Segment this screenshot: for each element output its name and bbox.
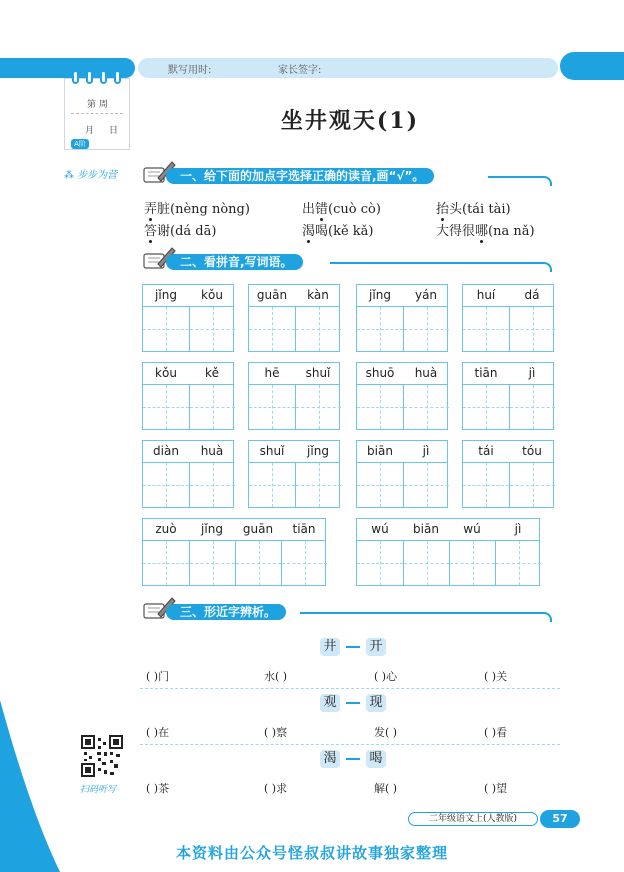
character-b: 现 — [366, 694, 386, 712]
pronunciation-item: 答谢(dá dā) — [144, 220, 216, 239]
slogan: ⁂ 步步为营 — [64, 170, 118, 181]
fill-in-blank[interactable]: ( )心 — [374, 670, 398, 683]
character-a: 观 — [320, 694, 340, 712]
writing-cell[interactable] — [357, 307, 403, 351]
fill-in-blank[interactable]: ( )望 — [484, 782, 508, 795]
writing-cell[interactable] — [295, 307, 341, 351]
writing-box — [356, 284, 448, 352]
pinyin-syllable: huí — [476, 288, 496, 302]
writing-box — [248, 284, 340, 352]
pinyin-syllable: hē — [264, 366, 280, 380]
pinyin-row — [143, 519, 325, 541]
pinyin-syllable: tiān — [292, 522, 316, 536]
date-month: 月 — [85, 126, 95, 136]
parent-sign-label: 家长签字: — [278, 65, 322, 76]
pinyin-syllable: wú — [463, 522, 481, 536]
pinyin-syllable: jǐng — [201, 522, 223, 536]
pinyin-row — [463, 363, 553, 385]
pinyin-row — [463, 285, 553, 307]
pronunciation-item: 出错(cuò cò) — [302, 198, 381, 217]
character-b: 开 — [366, 638, 386, 656]
pinyin-syllable: yán — [414, 288, 438, 302]
fill-in-blank[interactable]: ( )看 — [484, 726, 508, 739]
pinyin-syllable: huà — [414, 366, 438, 380]
writing-cell[interactable] — [463, 463, 509, 507]
pinyin-syllable: jì — [422, 444, 430, 458]
section-1-rule — [488, 176, 552, 186]
character-a: 渴 — [320, 750, 340, 768]
writing-cell[interactable] — [143, 307, 189, 351]
writing-cell[interactable] — [509, 307, 555, 351]
book-name: 二年级语文上(人教版) — [408, 812, 538, 826]
pinyin-row — [143, 363, 233, 385]
writing-cell[interactable] — [143, 385, 189, 429]
character-pair — [320, 694, 390, 712]
pinyin-syllable: guān — [242, 522, 274, 536]
writing-cell[interactable] — [403, 385, 449, 429]
writing-cell[interactable] — [403, 463, 449, 507]
header-band-right — [560, 52, 624, 80]
writing-cell[interactable] — [143, 463, 189, 507]
pinyin-syllable: kàn — [307, 288, 329, 302]
watermark-text: 本资料由公众号怪叔叔讲故事独家整理 — [175, 844, 448, 862]
writing-cell[interactable] — [403, 541, 449, 585]
fill-in-blank[interactable]: ( )求 — [264, 782, 288, 795]
pinyin-row — [357, 441, 447, 463]
pinyin-syllable: jì — [514, 522, 522, 536]
writing-cell[interactable] — [357, 463, 403, 507]
pinyin-row — [249, 285, 339, 307]
ring-icon — [114, 70, 121, 84]
writing-cell[interactable] — [509, 463, 555, 507]
writing-cell[interactable] — [449, 541, 495, 585]
pinyin-syllable: dá — [524, 288, 540, 302]
writing-box — [248, 440, 340, 508]
writing-cell[interactable] — [189, 463, 235, 507]
writing-cell[interactable] — [357, 385, 403, 429]
section-3-rule — [300, 612, 552, 622]
date-card — [64, 78, 130, 150]
level-badge: A阶 — [71, 139, 89, 149]
writing-cell[interactable] — [509, 385, 555, 429]
writing-cell[interactable] — [249, 307, 295, 351]
pinyin-syllable: biān — [367, 444, 393, 458]
pinyin-row — [143, 441, 233, 463]
pinyin-row — [249, 363, 339, 385]
date-week: 第 周 — [87, 100, 108, 110]
pinyin-row — [463, 441, 553, 463]
fill-in-blank[interactable]: ( )关 — [484, 670, 508, 683]
fill-in-blank[interactable]: ( )在 — [146, 726, 170, 739]
fill-in-blank[interactable]: ( )茶 — [146, 782, 170, 795]
ring-icon — [72, 70, 79, 84]
pinyin-syllable: shuō — [365, 366, 395, 380]
pinyin-syllable: wú — [371, 522, 389, 536]
section-2-title: 二、看拼音,写词语。 — [166, 254, 303, 270]
date-day: 日 — [109, 126, 119, 136]
character-pair — [320, 750, 390, 768]
character-b: 喝 — [366, 750, 386, 768]
writing-cell[interactable] — [249, 463, 295, 507]
pinyin-syllable: zuò — [155, 522, 177, 536]
writing-cell[interactable] — [463, 385, 509, 429]
fill-in-blank[interactable]: ( )门 — [146, 670, 170, 683]
fill-in-row — [146, 724, 556, 740]
pinyin-syllable: shuǐ — [259, 444, 285, 458]
writing-box — [356, 440, 448, 508]
pinyin-syllable: tái — [478, 444, 494, 458]
section-3-title: 三、形近字辨析。 — [166, 604, 286, 620]
writing-box — [142, 440, 234, 508]
pinyin-syllable: tiān — [474, 366, 498, 380]
pinyin-row — [249, 441, 339, 463]
footprint-icon: ⁂ — [64, 170, 78, 181]
pinyin-row — [357, 363, 447, 385]
pronunciation-item: 弄脏(nèng nòng) — [144, 198, 250, 217]
writing-cell[interactable] — [189, 385, 235, 429]
writing-box — [142, 284, 234, 352]
writing-cell[interactable] — [463, 307, 509, 351]
writing-box — [356, 362, 448, 430]
fill-in-row — [146, 668, 556, 684]
binder-rings — [70, 70, 126, 86]
pinyin-row — [357, 519, 539, 541]
pinyin-syllable: kě — [205, 366, 219, 380]
writing-cell[interactable] — [189, 307, 235, 351]
pinyin-syllable: kǒu — [201, 288, 223, 302]
pinyin-syllable: biān — [413, 522, 439, 536]
row-divider — [140, 744, 560, 745]
writing-cell[interactable] — [357, 541, 403, 585]
writing-box — [462, 362, 554, 430]
time-field-label: 默写用时: — [168, 65, 212, 76]
pronunciation-item: 渴喝(kě kǎ) — [302, 220, 374, 239]
fill-in-blank[interactable]: ( )察 — [264, 726, 288, 739]
pinyin-row — [143, 285, 233, 307]
pinyin-syllable: jì — [528, 366, 536, 380]
writing-cell[interactable] — [495, 541, 541, 585]
pinyin-syllable: jǐng — [369, 288, 391, 302]
writing-box — [462, 440, 554, 508]
pronunciation-item: 抬头(tái tài) — [436, 198, 511, 217]
page-title: 坐井观天(1) — [280, 108, 420, 134]
writing-cell[interactable] — [189, 541, 235, 585]
qr-label: 扫码听写 — [80, 785, 117, 795]
date-divider — [71, 113, 123, 114]
writing-box — [356, 518, 540, 586]
page-number: 57 — [540, 810, 580, 828]
fill-in-blank[interactable]: 发( ) — [374, 726, 398, 739]
writing-cell[interactable] — [249, 385, 295, 429]
fill-in-blank[interactable]: 水( ) — [264, 670, 288, 683]
section-2-rule — [330, 262, 552, 272]
ring-icon — [86, 70, 93, 84]
pinyin-syllable: huà — [200, 444, 224, 458]
character-pair — [320, 638, 390, 656]
pinyin-syllable: diàn — [153, 444, 179, 458]
pinyin-syllable: jǐng — [307, 444, 329, 458]
row-divider — [140, 688, 560, 689]
ring-icon — [100, 70, 107, 84]
writing-box — [462, 284, 554, 352]
pinyin-syllable: guān — [256, 288, 288, 302]
dash-icon — [346, 702, 360, 704]
writing-cell[interactable] — [295, 385, 341, 429]
writing-cell[interactable] — [143, 541, 189, 585]
pronunciation-item: 大得很哪(na nǎ) — [436, 220, 535, 239]
fill-in-blank[interactable]: 解( ) — [374, 782, 398, 795]
pinyin-syllable: tóu — [522, 444, 542, 458]
writing-cell[interactable] — [403, 307, 449, 351]
fill-in-row — [146, 780, 556, 796]
pinyin-row — [357, 285, 447, 307]
pinyin-syllable: kǒu — [155, 366, 177, 380]
character-a: 井 — [320, 638, 340, 656]
writing-box — [142, 518, 326, 586]
qr-code[interactable] — [80, 734, 124, 778]
writing-box — [142, 362, 234, 430]
writing-cell[interactable] — [235, 541, 281, 585]
dash-icon — [346, 646, 360, 648]
dash-icon — [346, 758, 360, 760]
writing-cell[interactable] — [295, 463, 341, 507]
pinyin-syllable: shuǐ — [305, 366, 331, 380]
writing-cell[interactable] — [281, 541, 327, 585]
writing-box — [248, 362, 340, 430]
section-1-title: 一、给下面的加点字选择正确的读音,画“√”。 — [166, 168, 434, 184]
pinyin-syllable: jǐng — [155, 288, 177, 302]
